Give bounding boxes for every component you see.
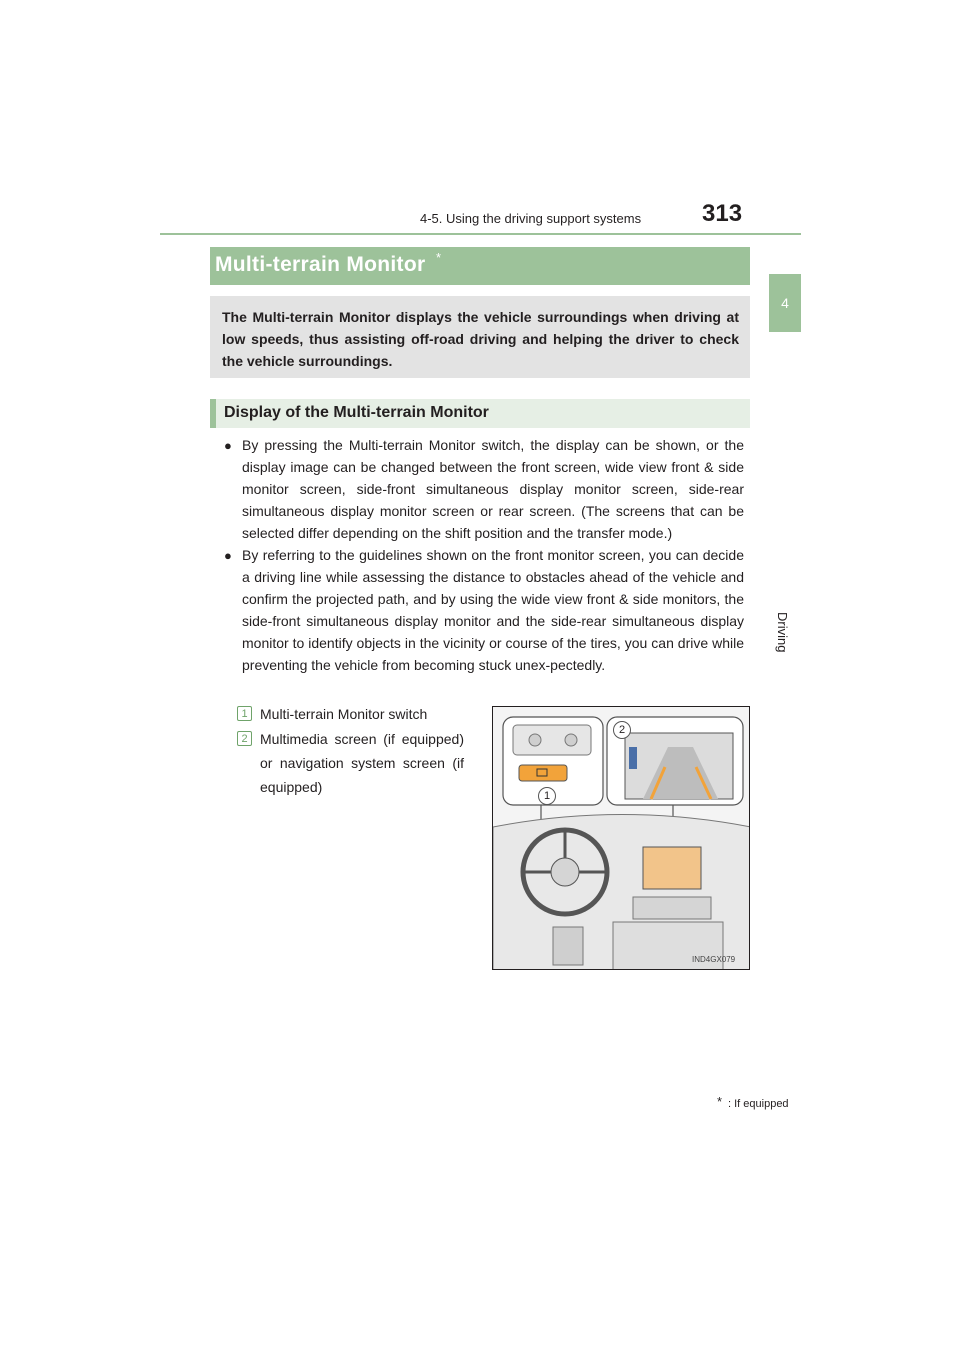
item-number-badge: 1 <box>237 706 252 721</box>
dashboard-drawing <box>493 707 750 970</box>
chapter-number: 4 <box>781 295 789 311</box>
subsection-title: Display of the Multi-terrain Monitor <box>224 404 489 421</box>
figure-code: IND4GX079 <box>692 955 736 964</box>
page-title: Multi-terrain Monitor <box>215 253 426 276</box>
page-number: 313 <box>702 200 743 227</box>
running-header-section-title: 4-5. Using the driving support systems <box>420 211 642 226</box>
footnote-text: : If equipped <box>728 1098 789 1110</box>
bullet-text: By referring to the guidelines shown on the front monitor screen, you can decide a driving line while assessing the distance to obstacles ahead of the vehicle and confirm the projected path, and by using the wide view front & side monitors, the side-front simultaneous display monitor and the side-rear simultaneous display monitor to identify objects in the vicinity or course of the tires, you can drive while preventing the vehicle from becoming stuck unex-pectedly. <box>242 547 744 673</box>
header-rule <box>160 233 801 235</box>
dashboard-illustration <box>492 706 750 970</box>
item-text: Multi-terrain Monitor switch <box>260 706 428 722</box>
intro-text: The Multi-terrain Monitor displays the vehicle surroundings when driving at low speeds, thus assisting off-road driving and helping the driver to check the vehicle surroundings. <box>222 309 739 369</box>
bullet-icon: ● <box>224 548 232 563</box>
figure-callout-2: 2 <box>613 721 631 739</box>
chapter-label: Driving <box>775 612 790 653</box>
footnote-marker: * <box>717 1094 723 1109</box>
item-text: Multimedia screen (if equipped) or navigation system screen (if equipped) <box>260 731 464 795</box>
bullet-icon: ● <box>224 438 232 453</box>
subsection-accent-bar <box>210 399 216 428</box>
item-number-badge: 2 <box>237 731 252 746</box>
title-footnote-marker: * <box>436 250 442 265</box>
bullet-text: By pressing the Multi-terrain Monitor switch, the display can be shown, or the display image can be changed between the front screen, wide view front & side monitor screen, side-front simultaneous display monitor screen, side-rear simultaneous display monitor screen or rear screen. (The screens that can be selected differ depending on the shift position and the transfer mode.) <box>242 437 744 541</box>
figure-callout-1: 1 <box>538 787 556 805</box>
